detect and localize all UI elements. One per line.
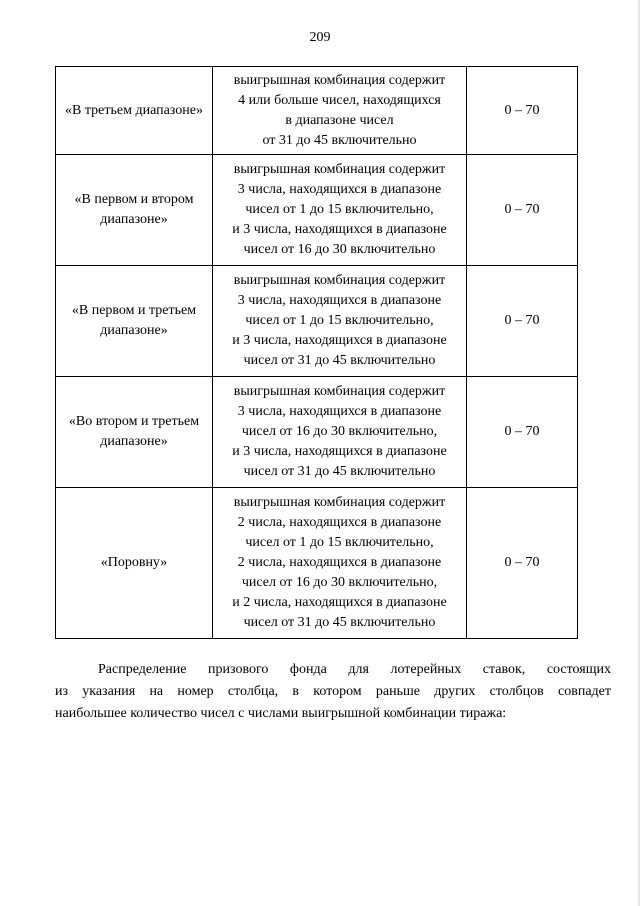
condition-cell (213, 377, 467, 488)
coefficient-cell: 0 – 70 (467, 266, 578, 377)
condition-line: выигрышная комбинация содержит (233, 162, 446, 177)
condition-line: чисел от 31 до 45 включительно (243, 464, 436, 479)
condition-cell (213, 155, 467, 266)
condition-line: 3 числа, находящихся в диапазоне (237, 293, 442, 308)
condition-line: чисел от 16 до 30 включительно, (241, 575, 438, 590)
condition-cell (213, 67, 467, 155)
condition-line: чисел от 1 до 15 включительно, (245, 535, 434, 550)
condition-line: чисел от 1 до 15 включительно, (245, 313, 434, 328)
condition-line: чисел от 31 до 45 включительно (243, 353, 436, 368)
bet-name-cell: «В первом и третьем диапазоне» (56, 266, 213, 377)
condition-line: и 3 числа, находящихся в диапазоне (232, 333, 447, 348)
coefficient-cell: 0 – 70 (467, 67, 578, 155)
condition-line: выигрышная комбинация содержит (233, 495, 446, 510)
bet-name-cell: «Поровну» (56, 488, 213, 639)
condition-cell (213, 488, 467, 639)
condition-line: от 31 до 45 включительно (262, 132, 417, 148)
condition-line: выигрышная комбинация содержит (233, 72, 446, 88)
condition-line: 2 числа, находящихся в диапазоне (237, 555, 442, 570)
condition-cell (213, 266, 467, 377)
condition-line: 3 числа, находящихся в диапазоне (237, 182, 442, 197)
bet-name-cell: «В третьем диапазоне» (56, 67, 213, 155)
distribution-table (55, 66, 578, 639)
table-row (56, 67, 578, 155)
condition-line: и 3 числа, находящихся в диапазоне (232, 222, 447, 237)
table-row (56, 488, 578, 639)
condition-line: чисел от 1 до 15 включительно, (245, 202, 434, 217)
condition-line: чисел от 16 до 30 включительно (243, 242, 436, 257)
condition-line: чисел от 16 до 30 включительно, (241, 424, 438, 439)
coefficient-cell: 0 – 70 (467, 155, 578, 266)
condition-line: 4 или больше чисел, находящихся (238, 92, 441, 108)
condition-line: в диапазоне чисел (285, 112, 394, 128)
condition-line: 2 числа, находящихся в диапазоне (237, 515, 442, 530)
condition-line: и 3 числа, находящихся в диапазоне (232, 444, 447, 459)
paragraph-line: Распределение призового фонда для лотерейных ставок, состоящих (98, 662, 611, 677)
table-row (56, 266, 578, 377)
condition-line: и 2 числа, находящихся в диапазоне (232, 595, 447, 610)
page-number: 209 (309, 30, 331, 45)
bet-name-cell: «Во втором и третьем диапазоне» (56, 377, 213, 488)
body-paragraph (55, 659, 611, 725)
bet-name-cell: «В первом и втором диапазоне» (56, 155, 213, 266)
table-row (56, 377, 578, 488)
condition-line: чисел от 31 до 45 включительно (243, 615, 436, 630)
condition-line: 3 числа, находящихся в диапазоне (237, 404, 442, 419)
condition-line: выигрышная комбинация содержит (233, 273, 446, 288)
condition-line: выигрышная комбинация содержит (233, 384, 446, 399)
paragraph-line: из указания на номер столбца, в котором раньше других столбцов совпадет (55, 684, 611, 699)
coefficient-cell: 0 – 70 (467, 377, 578, 488)
coefficient-cell: 0 – 70 (467, 488, 578, 639)
table-row (56, 155, 578, 266)
paragraph-line: наибольшее количество чисел с числами выигрышной комбинации тиража: (55, 706, 507, 721)
